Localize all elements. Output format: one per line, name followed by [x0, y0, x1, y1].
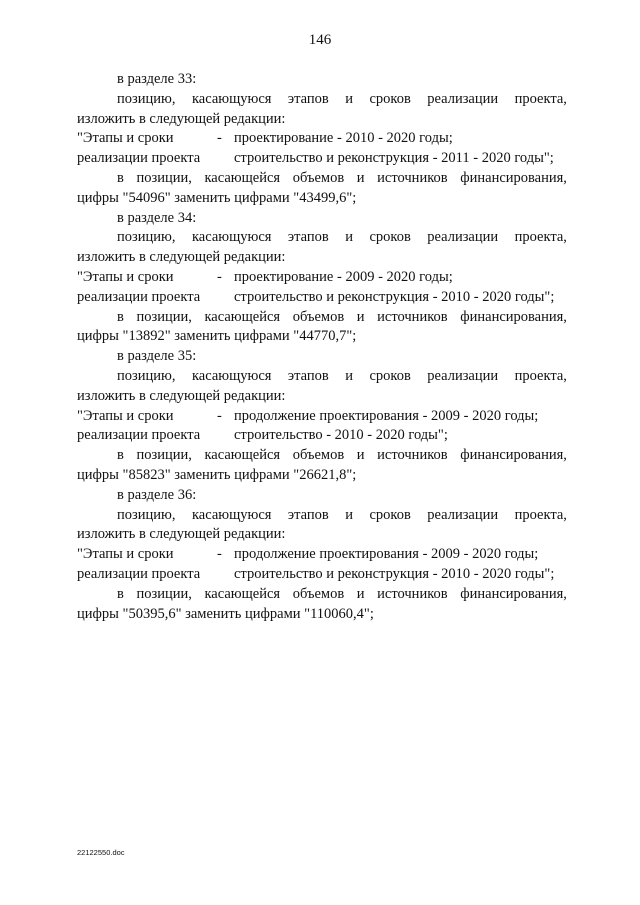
word: позицию, [117, 229, 176, 246]
word: позицию, [117, 367, 176, 384]
word: касающуюся [191, 506, 272, 523]
section-block [77, 486, 567, 625]
stages-row-2 [77, 149, 567, 169]
word: в [117, 585, 124, 602]
word: реализации [427, 506, 499, 523]
stages-row-1 [77, 129, 567, 149]
word: в [117, 447, 124, 464]
stages-row-2 [77, 426, 567, 446]
word: и [356, 308, 365, 325]
section-header: в разделе 33: [117, 71, 197, 87]
word: источников [377, 169, 448, 186]
word: этапов [287, 229, 329, 246]
position-line-continuation: изложить в следующей редакции: [77, 387, 286, 404]
word: финансирования, [460, 447, 567, 464]
position-line-continuation: изложить в следующей редакции: [77, 110, 286, 127]
word: позицию, [117, 90, 176, 107]
stages-row-2 [77, 565, 567, 585]
word: сроков [369, 229, 411, 246]
stages-label: реализации проекта [77, 427, 201, 444]
word: источников [377, 585, 448, 602]
position-line [77, 90, 567, 110]
dash-separator: - [217, 268, 222, 285]
stages-label: реализации проекта [77, 565, 201, 582]
section-header: в разделе 36: [117, 486, 197, 503]
stages-value: строительство и реконструкция - 2010 - 2020 годы"; [234, 565, 555, 582]
stages-label: "Этапы и сроки [77, 268, 174, 285]
word: и [356, 169, 365, 186]
dash-separator: - [217, 130, 222, 147]
position-line-continuation: изложить в следующей редакции: [77, 526, 286, 543]
word: объемов [292, 585, 345, 602]
section-header: в разделе 34: [117, 209, 197, 226]
word: в [117, 308, 124, 325]
finance-line-continuation: цифры "54096" заменить цифрами "43499,6"; [77, 189, 357, 206]
word: проекта, [514, 367, 567, 384]
page-number: 146 [308, 32, 332, 48]
dash-separator: - [217, 407, 222, 424]
word: проекта, [514, 229, 567, 246]
finance-line [77, 446, 567, 466]
finance-line-continuation: цифры "50395,6" заменить цифрами "110060,4"; [77, 605, 374, 622]
document-body [77, 70, 567, 624]
word: объемов [292, 308, 345, 325]
word: и [356, 447, 365, 464]
section-block [77, 209, 567, 348]
word: объемов [292, 447, 345, 464]
word: и [345, 229, 353, 246]
word: источников [377, 308, 448, 325]
word: реализации [427, 367, 499, 384]
position-line-continuation: изложить в следующей редакции: [77, 249, 286, 266]
stages-row-1 [77, 407, 567, 427]
word: финансирования, [460, 169, 567, 186]
position-line [77, 367, 567, 387]
word: позиции, [136, 308, 192, 325]
stages-value: продолжение проектирования - 2009 - 2020 годы; [234, 546, 539, 563]
word: реализации [427, 90, 499, 107]
stages-row-1 [77, 268, 567, 288]
section-block [77, 70, 567, 209]
word: объемов [292, 169, 345, 186]
stages-value: строительство - 2010 - 2020 годы"; [234, 427, 448, 444]
word: позиции, [136, 169, 192, 186]
stages-value: проектирование - 2010 - 2020 годы; [234, 130, 453, 147]
word: сроков [369, 367, 411, 384]
position-line [77, 228, 567, 248]
stages-value: строительство и реконструкция - 2010 - 2020 годы"; [234, 288, 555, 305]
stages-label: "Этапы и сроки [77, 407, 174, 424]
word: и [356, 585, 365, 602]
word: источников [377, 447, 448, 464]
word: этапов [287, 367, 329, 384]
finance-line [77, 169, 567, 189]
word: реализации [427, 229, 499, 246]
word: касающуюся [191, 229, 272, 246]
stages-label: реализации проекта [77, 150, 201, 167]
word: касающейся [204, 308, 281, 325]
stages-label: реализации проекта [77, 288, 201, 305]
stages-value: продолжение проектирования - 2009 - 2020 годы; [234, 407, 539, 424]
stages-label: "Этапы и сроки [77, 130, 174, 147]
word: финансирования, [460, 308, 567, 325]
word: касающейся [204, 169, 281, 186]
finance-line-continuation: цифры "85823" заменить цифрами "26621,8"; [77, 466, 357, 483]
section-header: в разделе 35: [117, 348, 197, 365]
word: сроков [369, 90, 411, 107]
word: позиции, [136, 447, 192, 464]
word: касающуюся [191, 367, 272, 384]
word: и [345, 506, 353, 523]
word: проекта, [514, 506, 567, 523]
word: этапов [287, 506, 329, 523]
position-line [77, 506, 567, 526]
word: в [117, 169, 124, 186]
word: позицию, [117, 506, 176, 523]
word: и [345, 367, 353, 384]
section-block [77, 347, 567, 486]
word: касающейся [204, 447, 281, 464]
stages-label: "Этапы и сроки [77, 546, 174, 563]
stages-value: проектирование - 2009 - 2020 годы; [234, 268, 453, 285]
word: касающуюся [191, 90, 272, 107]
word: сроков [369, 506, 411, 523]
word: этапов [287, 90, 329, 107]
footer-filename: 22122550.doc [77, 848, 125, 857]
word: и [345, 90, 353, 107]
stages-value: строительство и реконструкция - 2011 - 2020 годы"; [234, 150, 554, 167]
word: финансирования, [460, 585, 567, 602]
finance-line-continuation: цифры "13892" заменить цифрами "44770,7"; [77, 328, 357, 345]
finance-line [77, 585, 567, 605]
word: позиции, [136, 585, 192, 602]
stages-row-1 [77, 545, 567, 565]
word: проекта, [514, 90, 567, 107]
stages-row-2 [77, 288, 567, 308]
finance-line [77, 308, 567, 328]
word: касающейся [204, 585, 281, 602]
dash-separator: - [217, 546, 222, 563]
